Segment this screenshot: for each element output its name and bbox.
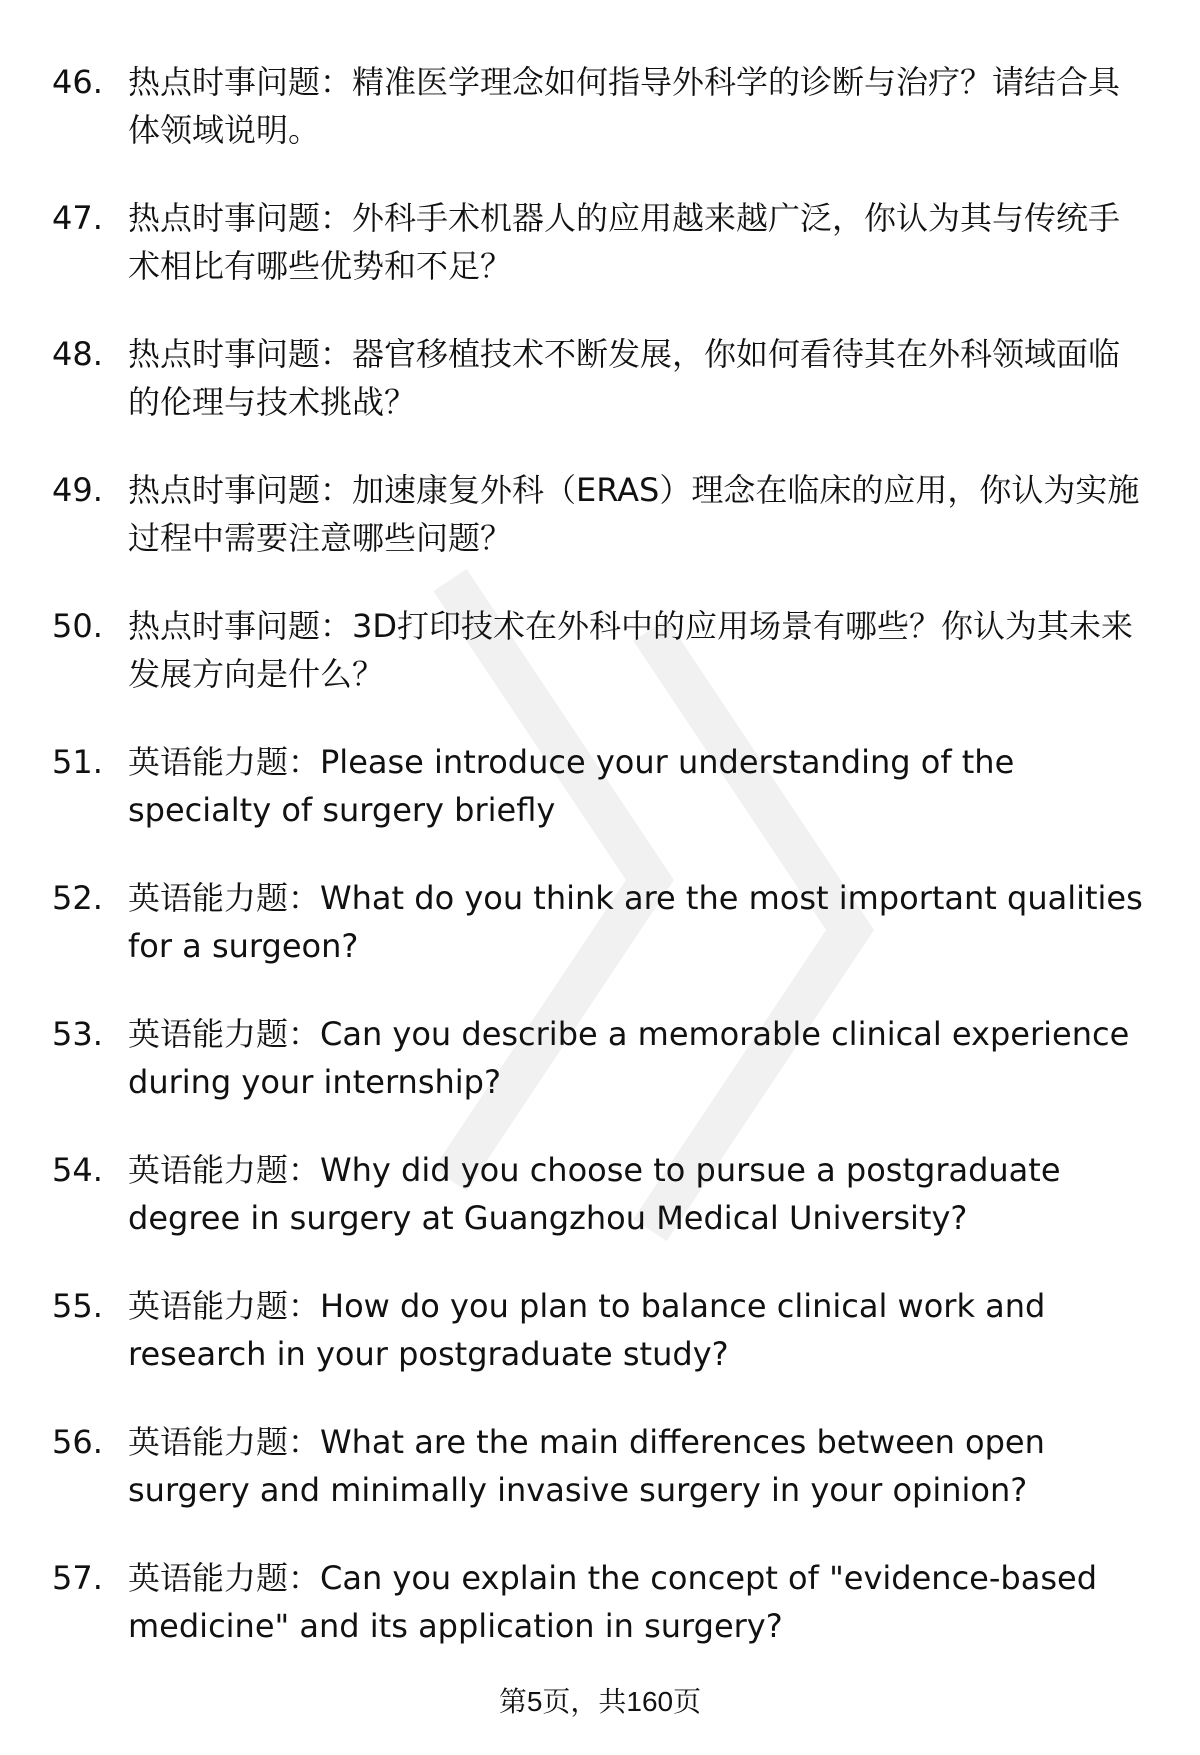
question-text: 英语能力题：How do you plan to balance clinical work and research in your postgraduate study? (128, 1287, 1046, 1373)
question-text: 英语能力题：Please introduce your understanding of the specialty of surgery briefly (128, 743, 1015, 829)
question-text: 热点时事问题：3D打印技术在外科中的应用场景有哪些？你认为其未来发展方向是什么？ (128, 607, 1134, 693)
question-number: 57. (52, 1559, 103, 1597)
question-item (0, 1554, 1200, 1650)
question-item (0, 602, 1200, 698)
question-item (0, 1282, 1200, 1378)
question-text: 热点时事问题：外科手术机器人的应用越来越广泛，你认为其与传统手术相比有哪些优势和不足？ (128, 199, 1121, 285)
question-text: 英语能力题：What are the main differences between open surgery and minimally invasive surgery in your opinion? (128, 1423, 1045, 1509)
question-number: 56. (52, 1423, 103, 1461)
question-number: 54. (52, 1151, 103, 1189)
question-number: 49. (52, 471, 103, 509)
question-text: 英语能力题：Why did you choose to pursue a postgraduate degree in surgery at Guangzhou Medical University? (128, 1151, 1061, 1237)
question-number: 51. (52, 743, 103, 781)
question-text: 热点时事问题：器官移植技术不断发展，你如何看待其在外科领域面临的伦理与技术挑战？ (128, 335, 1121, 421)
question-item (0, 1010, 1200, 1106)
page-footer: 第5页，共160页 (498, 1686, 702, 1717)
question-item (0, 738, 1200, 834)
question-number: 53. (52, 1015, 103, 1053)
question-number: 50. (52, 607, 103, 645)
question-text: 英语能力题：What do you think are the most important qualities for a surgeon? (128, 879, 1143, 965)
question-item (0, 1146, 1200, 1242)
question-item (0, 194, 1200, 290)
question-number: 46. (52, 63, 103, 101)
question-text: 热点时事问题：加速康复外科（ERAS）理念在临床的应用，你认为实施过程中需要注意哪些问题？ (128, 471, 1140, 557)
question-number: 48. (52, 335, 103, 373)
question-item (0, 1418, 1200, 1514)
question-text: 英语能力题：Can you describe a memorable clinical experience during your internship? (128, 1015, 1130, 1101)
question-item (0, 874, 1200, 970)
question-number: 55. (52, 1287, 103, 1325)
question-number: 47. (52, 199, 103, 237)
question-item (0, 330, 1200, 426)
question-number: 52. (52, 879, 103, 917)
question-text: 英语能力题：Can you explain the concept of "evidence-based medicine" and its application in surgery? (128, 1559, 1098, 1645)
question-item (0, 58, 1200, 154)
question-item (0, 466, 1200, 562)
question-list (0, 58, 1200, 1690)
question-text: 热点时事问题：精准医学理念如何指导外科学的诊断与治疗？请结合具体领域说明。 (128, 63, 1121, 149)
